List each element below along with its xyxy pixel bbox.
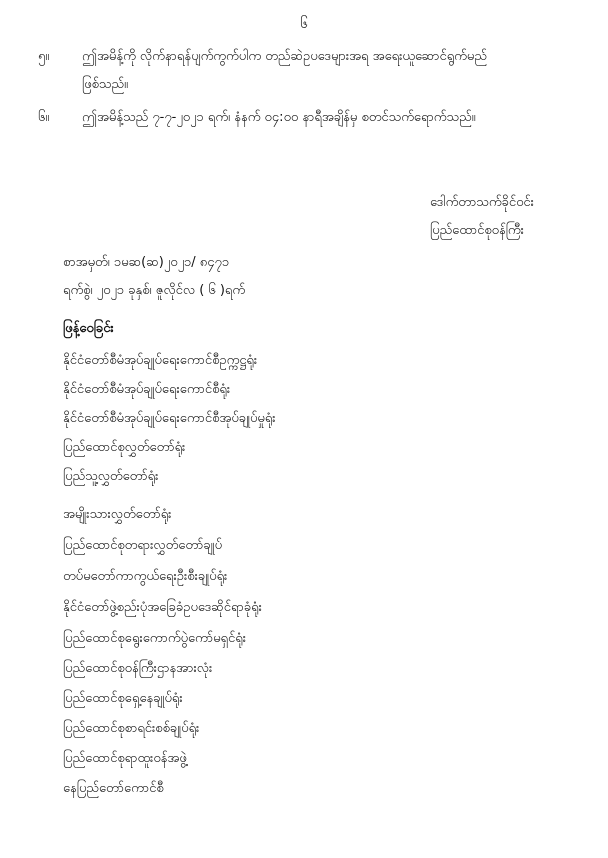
list-item: ပြည်ထောင်စုရှေ့နေချုပ်ရုံး <box>63 691 183 706</box>
list-item: နိုင်ငံတော်စီမံအုပ်ချုပ်ရေးကောင်စီရုံး <box>63 382 231 397</box>
reference-number: စာအမှတ်၊ ၁မဆ(ဆ)၂၀၂၁/ ၈၄၇၁ <box>63 255 230 270</box>
distribution-heading: ဖြန့်ဝေခြင်း <box>63 321 114 336</box>
list-item: ပြည်ထောင်စုရာထူးဝန်အဖွဲ့ <box>63 751 187 766</box>
paragraph-text: ဤအမိန့်ကို လိုက်နာရန်ပျက်ကွက်ပါက တည်ဆဲဥပဒေများအရ အရေးယူဆောင်ရွက်မည် <box>82 49 487 64</box>
list-item: ပြည်သူ့လွှတ်တော်ရုံး <box>63 469 159 484</box>
list-item: အမျိုးသားလွှတ်တော်ရုံး <box>63 507 172 522</box>
paragraph-text: ဤအမိန့်သည် ၇-၇-၂၀၂၁ ရက်၊ နံနက် ၀၄:၀၀ နာရီအချိန်မှ စတင်သက်ရောက်သည်။ <box>82 110 476 125</box>
paragraph-number: ၆။ <box>38 110 50 125</box>
list-item: ပြည်ထောင်စုဝန်ကြီးဌာနအားလုံး <box>63 661 213 676</box>
paragraph-number: ၅။ <box>38 49 50 64</box>
list-item: နိုင်ငံတော်ဖွဲ့စည်းပုံအခြေခံဥပဒေဆိုင်ရာခုံရုံး <box>63 600 262 615</box>
signatory-title: ပြည်ထောင်စုဝန်ကြီး <box>430 223 524 238</box>
list-item: ပြည်ထောင်စုရွေးကောက်ပွဲကော်မရှင်ရုံး <box>63 631 246 646</box>
list-item: နိုင်ငံတော်စီမံအုပ်ချုပ်ရေးကောင်စီဥက္ကဋ္ဌရုံး <box>63 353 258 368</box>
paragraph-6 <box>38 104 578 132</box>
paragraph-5 <box>38 43 578 99</box>
page-number: ၆ <box>300 16 308 32</box>
list-item: တပ်မတော်ကာကွယ်ရေးဦးစီးချုပ်ရုံး <box>63 569 228 584</box>
list-item: ပြည်ထောင်စုလွှတ်တော်ရုံး <box>63 440 186 455</box>
document-date: ရက်စွဲ၊ ၂၀၂၁ ခုနှစ်၊ ဇူလိုင်လ ( ၆ )ရက် <box>63 283 246 298</box>
signatory-name: ဒေါက်တာသက်ခိုင်ဝင်း <box>430 195 534 210</box>
list-item: ပြည်ထောင်စုတရားလွှတ်တော်ချုပ် <box>63 538 222 553</box>
list-item: ပြည်ထောင်စုစာရင်းစစ်ချုပ်ရုံး <box>63 721 200 736</box>
list-item: နိုင်ငံတော်စီမံအုပ်ချုပ်ရေးကောင်စီအုပ်ချုပ်မှုရုံး <box>63 411 276 426</box>
list-item: နေပြည်တော်ကောင်စီ <box>63 781 164 796</box>
paragraph-text-continued: ဖြစ်သည်။ <box>82 77 128 92</box>
